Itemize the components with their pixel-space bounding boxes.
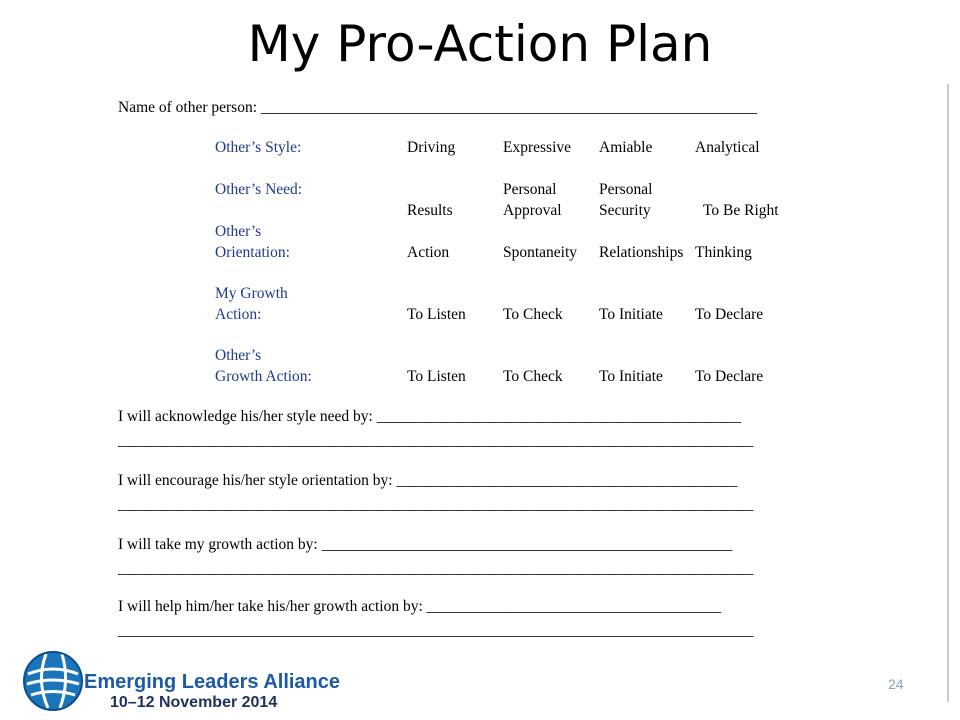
style-option: To Initiate (599, 367, 663, 385)
style-option: Personal (599, 181, 653, 198)
style-option: Driving (407, 139, 456, 156)
answer-underline: __________________________________________________________________________________ (118, 560, 754, 577)
row-label: My Growth (215, 285, 288, 302)
style-option: Approval (503, 201, 562, 219)
style-option: To Be Right (703, 201, 779, 219)
style-option: Personal (503, 181, 557, 198)
style-option: To Initiate (599, 305, 663, 323)
prompt-line: I will encourage his/her style orientation by: ____________________________________________ (118, 472, 738, 489)
style-option: Thinking (695, 243, 752, 261)
style-option: Results (407, 201, 453, 219)
globe-logo-icon (22, 650, 84, 712)
style-option: Relationships (599, 243, 684, 261)
page-title: My Pro-Action Plan (247, 15, 713, 73)
style-option: Security (599, 201, 651, 219)
row-label: Orientation: (215, 243, 290, 261)
style-option: Amiable (599, 139, 653, 156)
answer-underline: __________________________________________________________________________________ (118, 432, 754, 449)
name-of-other-person-field: Name of other person: ________________________________________________________________ (118, 99, 757, 116)
page-number: 24 (888, 676, 904, 692)
prompt-line: I will help him/her take his/her growth action by: ______________________________________ (118, 598, 722, 615)
prompt-line: I will take my growth action by: _____________________________________________________ (118, 536, 733, 553)
slide-edge-divider (947, 84, 949, 702)
row-label: Other’s Need: (215, 181, 303, 198)
style-option: To Declare (695, 305, 764, 323)
style-option: To Check (503, 367, 563, 385)
row-label: Other’s (215, 223, 262, 240)
style-option: Analytical (695, 139, 760, 156)
row-label: Other’s Style: (215, 139, 302, 156)
answer-underline: __________________________________________________________________________________ (118, 496, 754, 513)
style-option: To Check (503, 305, 563, 323)
style-option: Expressive (503, 139, 572, 156)
brand-dates: 10–12 November 2014 (110, 694, 278, 711)
style-option: Spontaneity (503, 243, 578, 261)
row-label: Other’s (215, 347, 262, 364)
prompt-line: I will acknowledge his/her style need by: _______________________________________________ (118, 408, 741, 425)
style-option: To Declare (695, 367, 764, 385)
row-label: Growth Action: (215, 367, 312, 385)
style-option: To Listen (407, 367, 466, 385)
brand-name: Emerging Leaders Alliance (84, 671, 341, 693)
style-option: To Listen (407, 305, 466, 323)
answer-underline: __________________________________________________________________________________ (118, 622, 754, 639)
row-label: Action: (215, 305, 262, 323)
style-option: Action (407, 243, 450, 261)
